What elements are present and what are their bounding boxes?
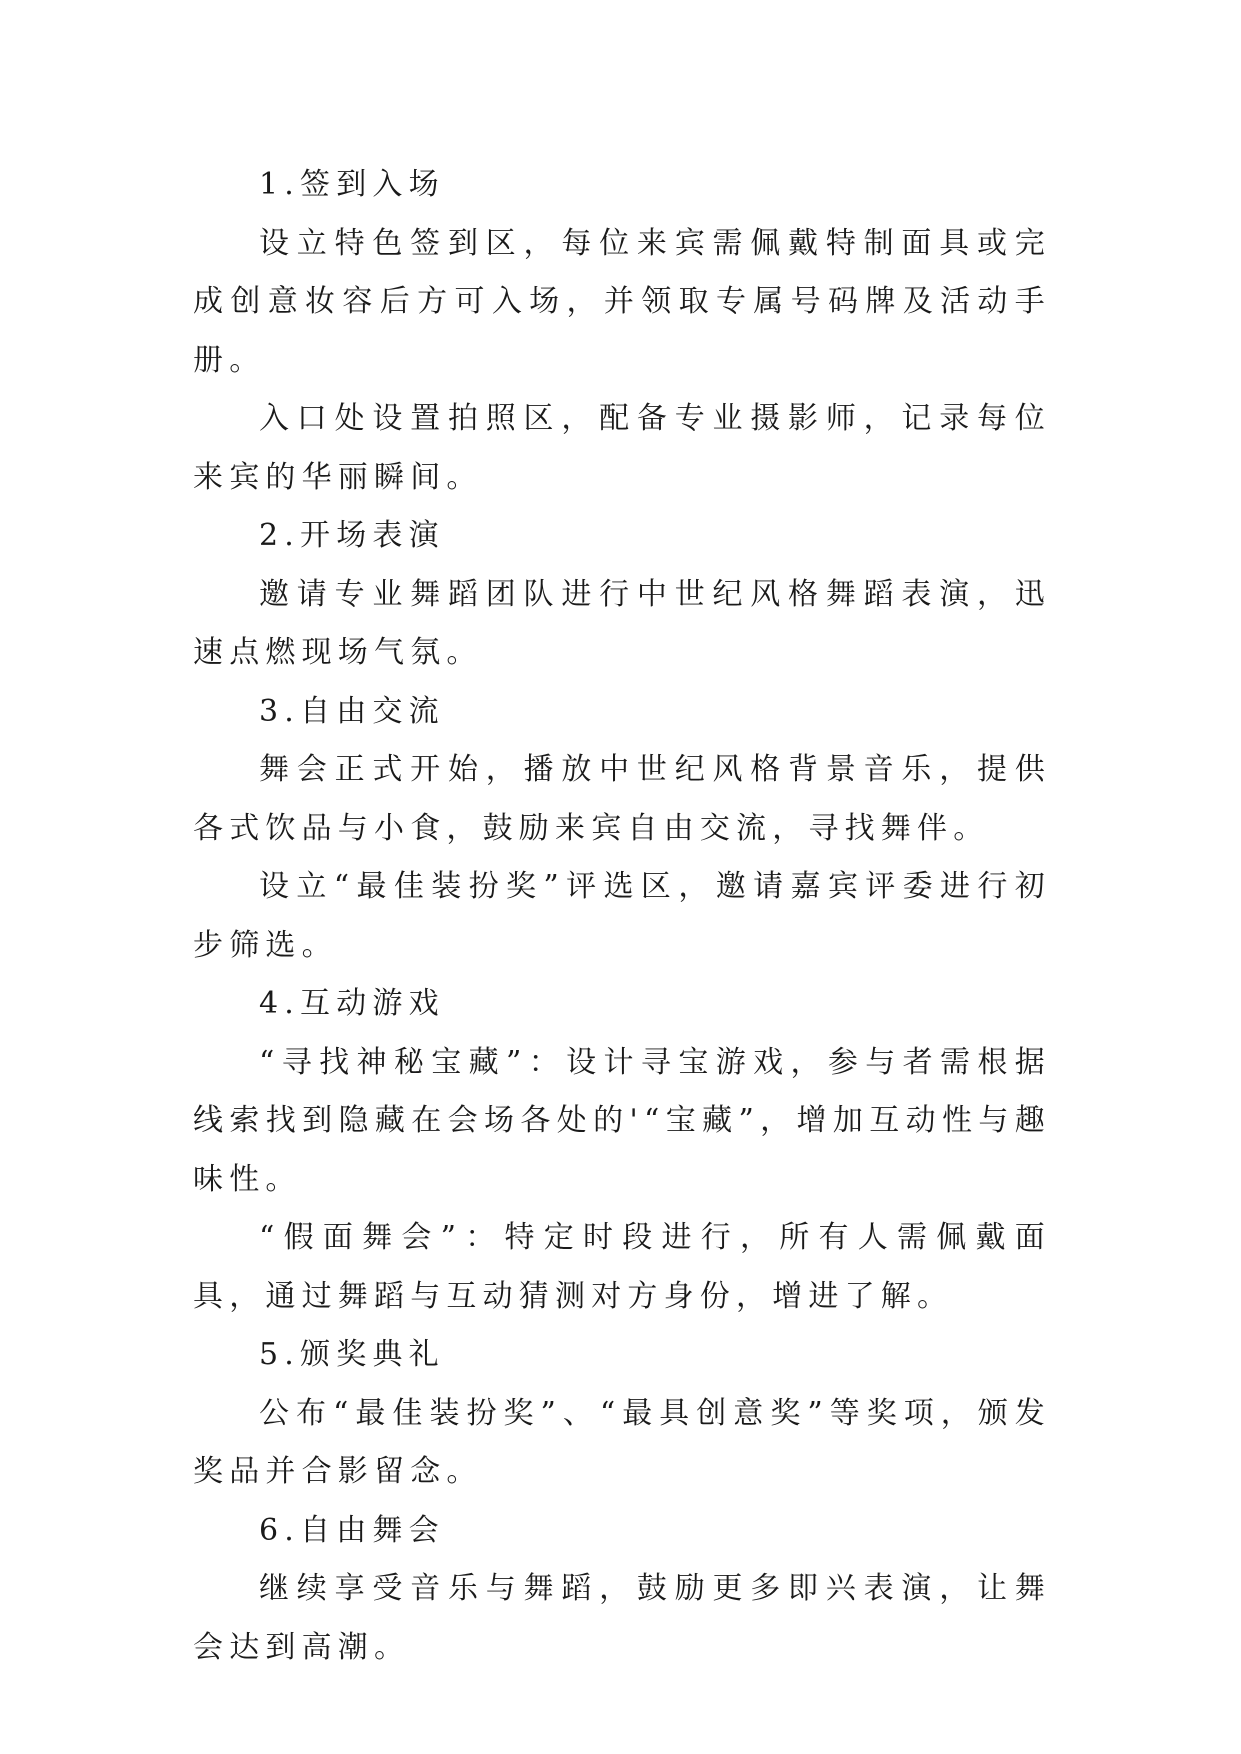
paragraph-closing: 继续享受音乐与舞蹈，鼓励更多即兴表演，让舞会达到高潮。 bbox=[193, 1571, 1051, 1665]
paragraph-treasure-hunt: “寻找神秘宝藏”：设计寻宝游戏，参与者需根据线索找到隐藏在会场各处的'“宝藏”，增加互动性与趣味性。 bbox=[193, 1044, 1051, 1197]
paragraph-awards-announcement: 公布“最佳装扮奖”、“最具创意奖”等奖项，颁发奖品并合影留念。 bbox=[193, 1395, 1051, 1489]
paragraph-checkin-area: 设立特色签到区，每位来宾需佩戴特制面具或完成创意妆容后方可入场，并领取专属号码牌及活动手册。 bbox=[193, 225, 1051, 378]
section-heading-free-exchange: 3.自由交流 bbox=[259, 693, 445, 729]
section-heading-opening: 2.开场表演 bbox=[259, 518, 445, 553]
document-body bbox=[193, 156, 1051, 1677]
section-heading-checkin: 1.签到入场 bbox=[259, 167, 445, 202]
paragraph-masquerade: “假面舞会”：特定时段进行，所有人需佩戴面具，通过舞蹈与互动猜测对方身份，增进了解。 bbox=[193, 1220, 1051, 1314]
section-heading-awards: 5.颁奖典礼 bbox=[259, 1337, 445, 1372]
paragraph-dance-performance: 邀请专业舞蹈团队进行中世纪风格舞蹈表演，迅速点燃现场气氛。 bbox=[193, 576, 1051, 670]
section-heading-games: 4.互动游戏 bbox=[259, 986, 445, 1021]
section-heading-free-ball: 6.自由舞会 bbox=[259, 1512, 445, 1548]
paragraph-photo-area: 入口处设置拍照区，配备专业摄影师，记录每位来宾的华丽瞬间。 bbox=[193, 401, 1051, 495]
paragraph-best-costume-selection: 设立“最佳装扮奖”评选区，邀请嘉宾评委进行初步筛选。 bbox=[193, 869, 1051, 963]
paragraph-ball-start: 舞会正式开始，播放中世纪风格背景音乐，提供各式饮品与小食，鼓励来宾自由交流，寻找舞伴。 bbox=[193, 752, 1051, 846]
